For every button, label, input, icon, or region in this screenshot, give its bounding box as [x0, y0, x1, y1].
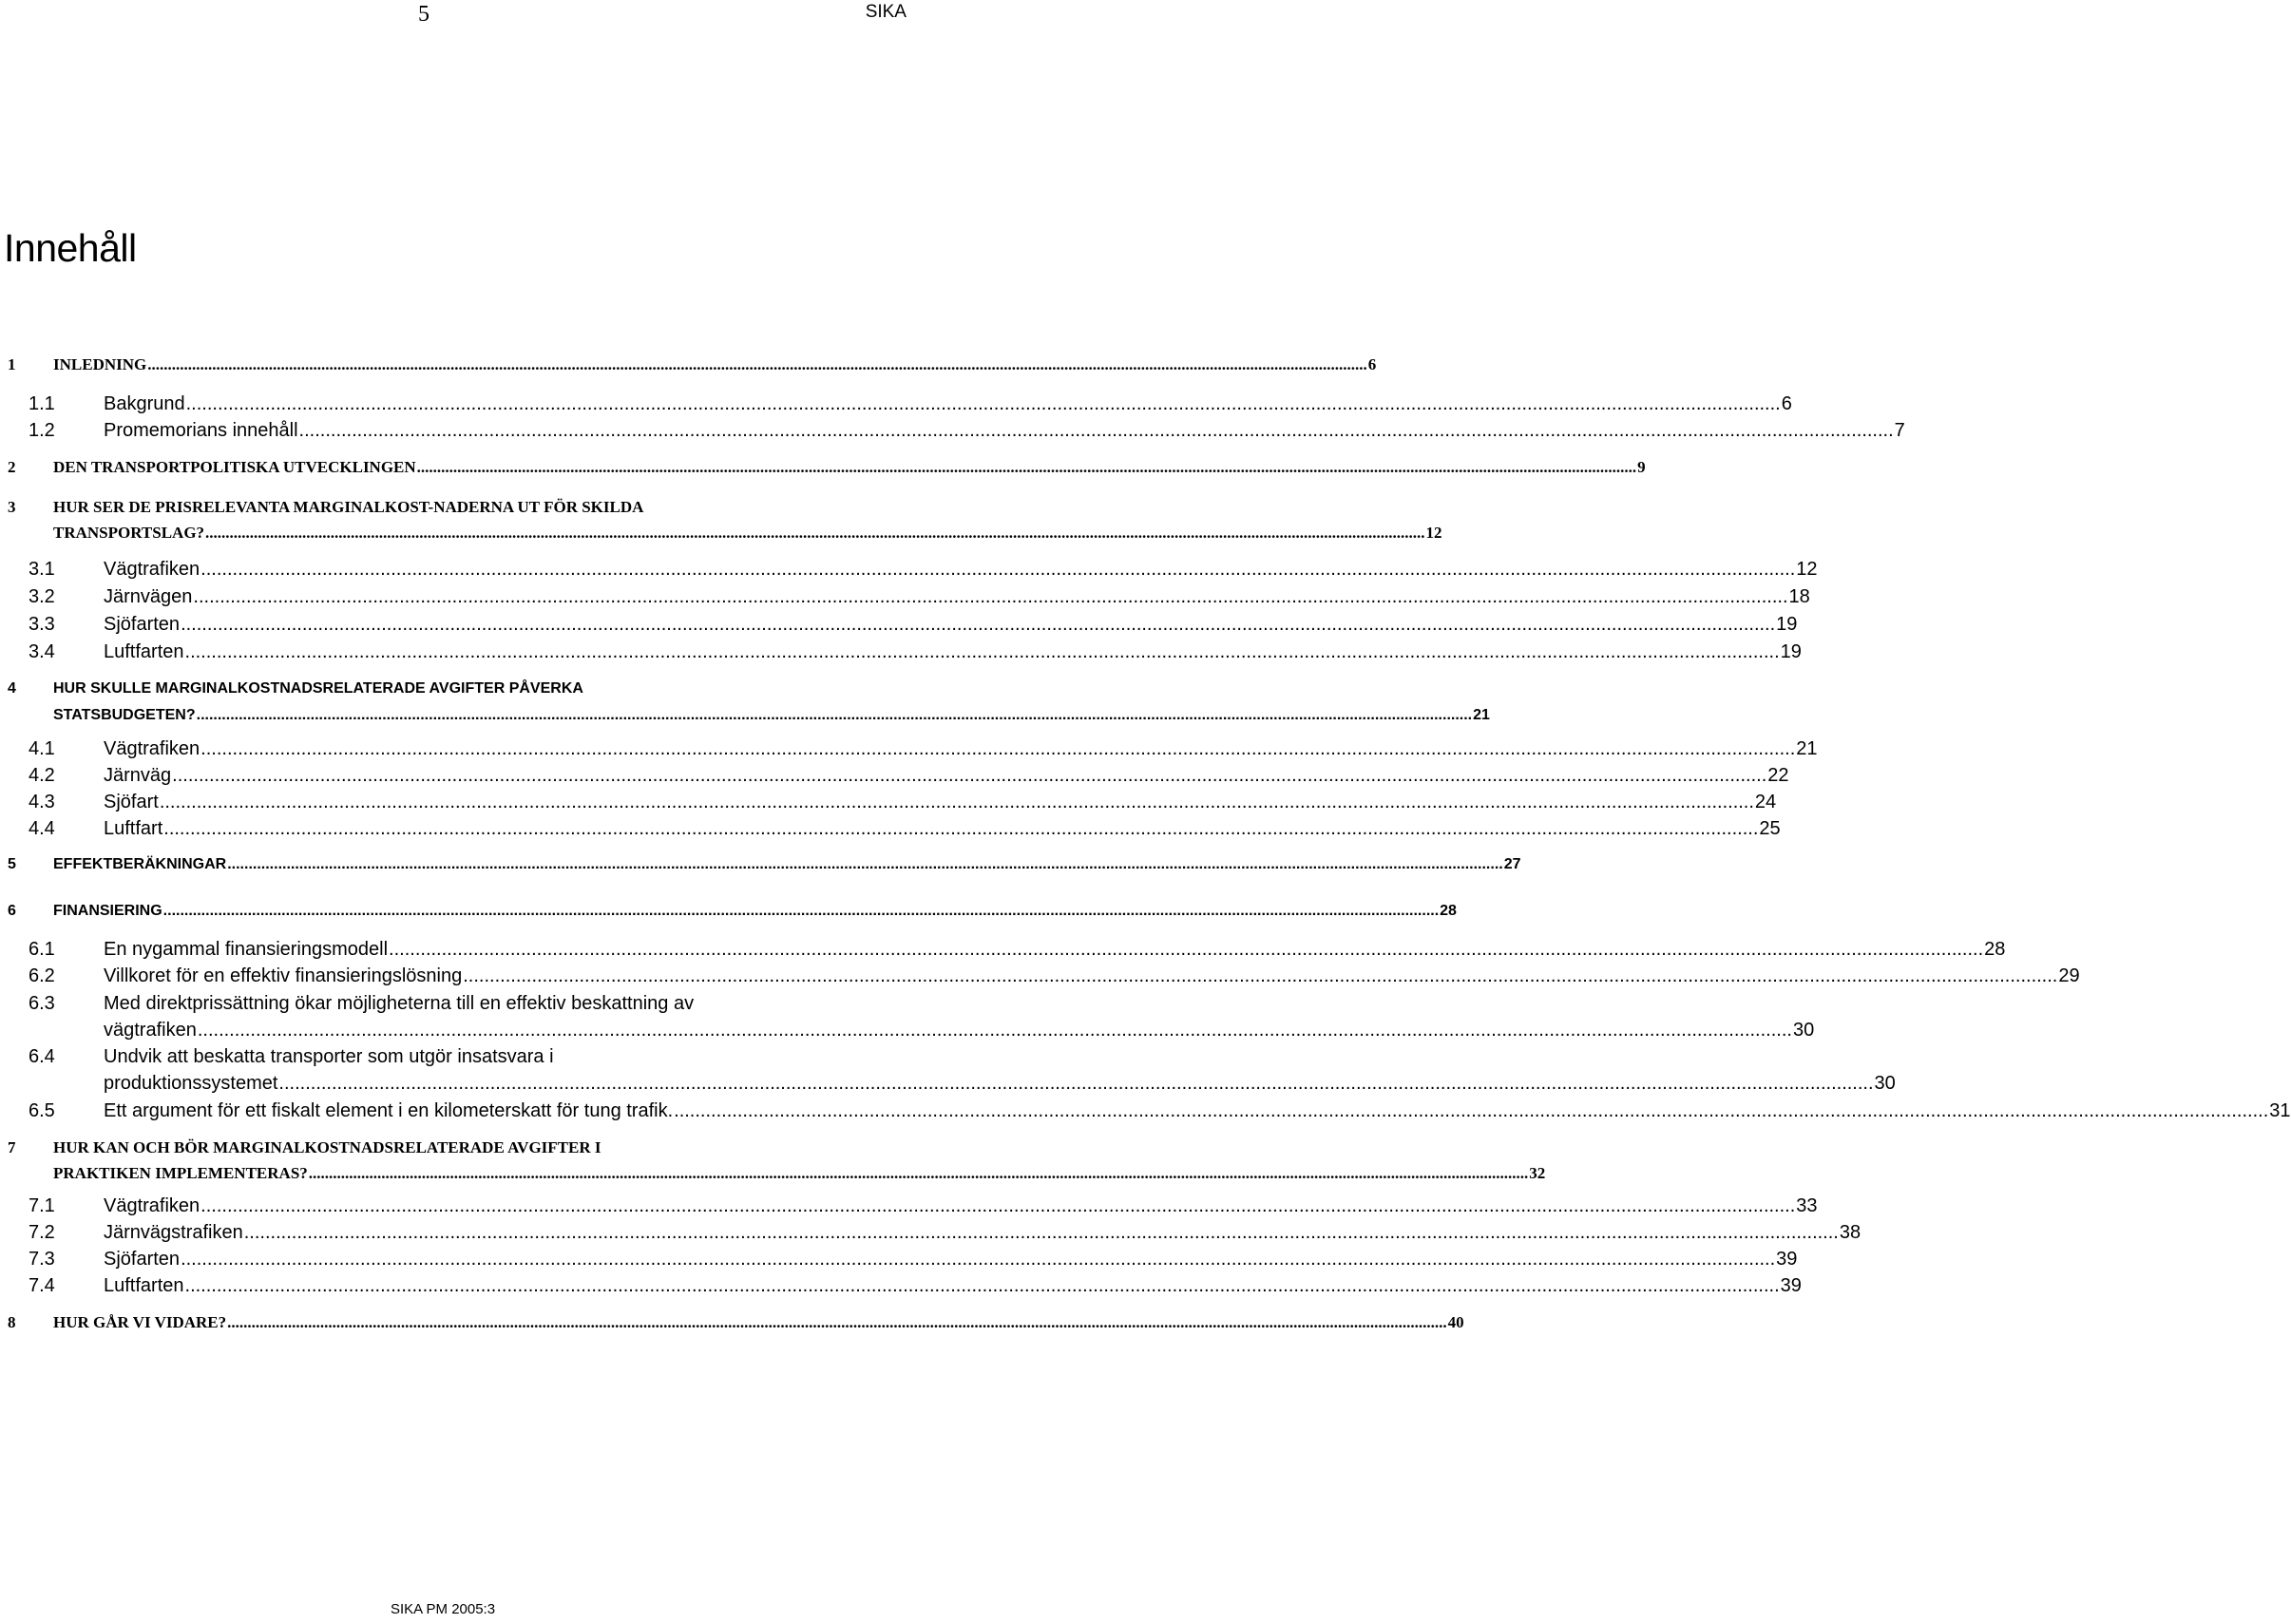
toc-entry-number: 4.4	[29, 818, 55, 839]
toc-entry-number: 1.2	[29, 420, 55, 441]
dot-leader	[163, 816, 1758, 842]
toc-entry-number: 6.5	[29, 1100, 55, 1121]
toc-entry-number: 4.3	[29, 792, 55, 812]
dot-leader	[278, 1071, 1873, 1097]
toc-entry-page: 27	[1503, 856, 1521, 872]
dot-leader	[200, 1194, 1795, 1219]
toc-entry-title: HUR GÅR VI VIDARE?	[53, 1313, 227, 1331]
toc-entry-number: 2	[8, 458, 16, 476]
toc-entry-page: 12	[1425, 524, 1442, 542]
toc-entry-title: produktionssystemet	[104, 1073, 278, 1094]
dot-leader	[463, 964, 2057, 989]
toc-entry-page: 31	[2269, 1100, 2291, 1121]
toc-entry-title: Sjöfart	[104, 792, 159, 812]
toc-entry-title: Luftfarten	[104, 1275, 184, 1296]
dot-leader	[244, 1220, 1839, 1246]
dot-leader	[200, 736, 1795, 762]
dot-leader	[185, 1273, 1780, 1299]
toc-entry-title: FINANSIERING	[53, 903, 162, 919]
toc-entry-title: STATSBUDGETEN?	[53, 707, 196, 723]
toc-entry-title: vägtrafiken	[104, 1020, 197, 1041]
dot-leader	[163, 898, 1439, 924]
toc-entry-number: 6	[8, 903, 16, 919]
dot-leader	[299, 418, 1894, 444]
toc-entry-title: Sjöfarten	[104, 1249, 181, 1270]
toc-entry-title: Järnväg	[104, 765, 172, 786]
footer-text: SIKA PM 2005:3	[391, 1601, 496, 1617]
toc-entry-number: 7	[8, 1138, 16, 1156]
toc-entry-title: Järnvägstrafiken	[104, 1222, 243, 1243]
toc-entry-title: DEN TRANSPORTPOLITISKA UTVECKLINGEN	[53, 458, 416, 476]
toc-entry-page: 25	[1759, 818, 1781, 839]
toc-entry-title-line: Undvik att beskatta transporter som utgör insatsvara i	[104, 1046, 554, 1067]
toc-entry-title: Järnvägen	[104, 586, 193, 607]
toc-entry-page: 21	[1796, 738, 1818, 759]
toc-entry-title: TRANSPORTSLAG?	[53, 524, 205, 542]
toc-entry-number: 4	[8, 680, 16, 697]
toc-entry-title: INLEDNING	[53, 355, 147, 373]
dot-leader	[181, 612, 1775, 638]
page-number: 5	[418, 2, 430, 27]
toc-entry-page: 6	[1367, 355, 1377, 373]
toc-entry-page: 7	[1894, 420, 1905, 441]
toc-entry-page: 21	[1473, 707, 1490, 723]
toc-entry-title: Bakgrund	[104, 393, 185, 414]
toc-entry-number: 3.4	[29, 641, 55, 662]
toc-entry-number: 6.4	[29, 1046, 55, 1067]
toc-entry-title: Luftfarten	[104, 641, 184, 662]
toc-entry-title: Vägtrafiken	[104, 1195, 200, 1216]
dot-leader	[389, 937, 1983, 963]
toc-entry-page: 39	[1780, 1275, 1802, 1296]
toc-entry-number: 3.2	[29, 586, 55, 607]
toc-entry-title-line: Med direktprissättning ökar möjligheterna till en effektiv beskattning av	[104, 993, 695, 1014]
toc-entry-title: EFFEKTBERÄKNINGAR	[53, 856, 227, 872]
toc-entry-title: Vägtrafiken	[104, 559, 200, 580]
dot-leader	[172, 763, 1766, 789]
toc-entry-title: Villkoret för en effektiv finansieringslösning	[104, 965, 463, 986]
toc-entry-number: 6.3	[29, 993, 55, 1014]
toc-entry-page: 32	[1529, 1164, 1546, 1182]
dot-leader	[186, 392, 1781, 417]
toc-entry-number: 7.3	[29, 1249, 55, 1270]
toc-entry-number: 7.1	[29, 1195, 55, 1216]
toc-entry-title: Vägtrafiken	[104, 738, 200, 759]
toc-entry-page: 40	[1447, 1313, 1464, 1331]
toc-entry-page: 39	[1776, 1249, 1798, 1270]
toc-entry-title: PRAKTIKEN IMPLEMENTERAS?	[53, 1164, 308, 1182]
toc-entry-number: 6.2	[29, 965, 55, 986]
dot-leader	[147, 352, 1367, 377]
toc-entry-number: 5	[8, 856, 16, 872]
dot-leader	[185, 640, 1780, 665]
toc-entry-page: 9	[1637, 458, 1646, 476]
dot-leader	[227, 851, 1502, 877]
dot-leader	[200, 557, 1795, 583]
dot-leader	[181, 1247, 1775, 1272]
toc-title: Innehåll	[4, 226, 137, 270]
org-tag: SIKA	[865, 2, 907, 22]
toc-entry-number: 3.3	[29, 614, 55, 635]
toc-entry-title-line: HUR SER DE PRISRELEVANTA MARGINALKOST-NADERNA UT FÖR SKILDA	[53, 498, 644, 516]
dot-leader	[193, 584, 1787, 610]
toc-entry-page: 30	[1874, 1073, 1896, 1094]
toc-entry-number: 3.1	[29, 559, 55, 580]
toc-entry-page: 19	[1780, 641, 1802, 662]
toc-entry-page: 38	[1839, 1222, 1861, 1243]
toc-entry-number: 1	[8, 355, 16, 373]
toc-entry-number: 4.1	[29, 738, 55, 759]
toc-entry-page: 18	[1788, 586, 1810, 607]
toc-entry-number: 7.2	[29, 1222, 55, 1243]
toc-entry-number: 6.1	[29, 939, 55, 960]
toc-entry-page: 24	[1754, 792, 1777, 812]
toc-entry-page: 19	[1776, 614, 1798, 635]
dot-leader	[160, 790, 1754, 815]
toc-entry-page: 33	[1796, 1195, 1818, 1216]
toc-entry-page: 22	[1767, 765, 1789, 786]
toc-entry-number: 1.1	[29, 393, 55, 414]
toc-entry-number: 8	[8, 1313, 16, 1331]
dot-leader	[197, 702, 1472, 728]
dot-leader	[674, 1099, 2268, 1124]
toc-entry-number: 7.4	[29, 1275, 55, 1296]
dot-leader	[417, 454, 1637, 480]
dot-leader	[198, 1018, 1792, 1043]
toc-entry-title: Luftfart	[104, 818, 163, 839]
toc-entry-page: 29	[2058, 965, 2080, 986]
toc-entry-title: Sjöfarten	[104, 614, 181, 635]
toc-entry-page: 12	[1796, 559, 1818, 580]
toc-entry-title: Ett argument för ett fiskalt element i en kilometerskatt för tung trafik.	[104, 1100, 674, 1121]
toc-entry-title-line: HUR SKULLE MARGINALKOSTNADSRELATERADE AVGIFTER PÅVERKA	[53, 680, 583, 697]
dot-leader	[227, 1309, 1447, 1335]
toc-entry-page: 30	[1792, 1020, 1815, 1041]
toc-entry-number: 3	[8, 498, 16, 516]
toc-entry-page: 28	[1440, 903, 1457, 919]
toc-entry-number: 4.2	[29, 765, 55, 786]
toc-entry-title-line: HUR KAN OCH BÖR MARGINALKOSTNADSRELATERADE AVGIFTER I	[53, 1138, 601, 1156]
toc-entry-page: 6	[1781, 393, 1792, 414]
toc-entry-title: En nygammal finansieringsmodell	[104, 939, 389, 960]
dot-leader	[205, 520, 1425, 545]
dot-leader	[309, 1160, 1529, 1186]
toc-entry-title: Promemorians innehåll	[104, 420, 298, 441]
toc-entry-page: 28	[1984, 939, 2006, 960]
